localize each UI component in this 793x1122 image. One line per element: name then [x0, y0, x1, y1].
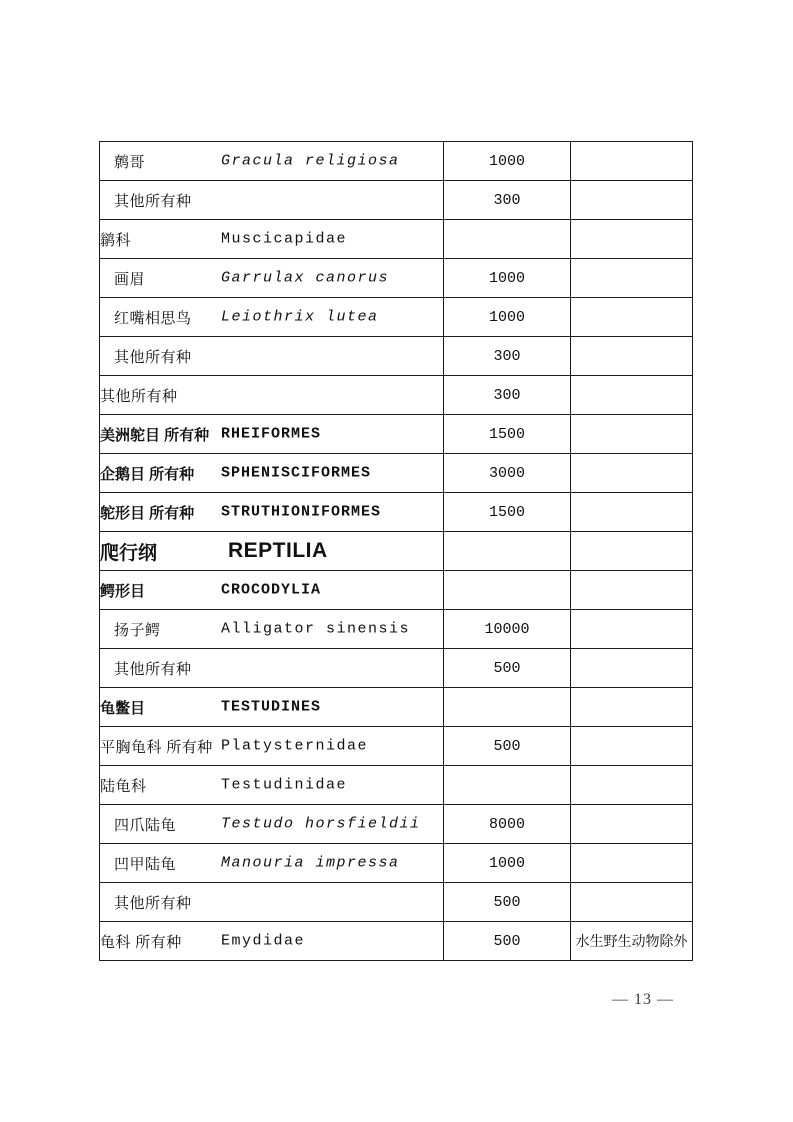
name-cell: [100, 454, 444, 493]
chinese-name: 其他所有种: [114, 193, 192, 210]
latin-name: Platysternidae: [221, 737, 369, 755]
name-cell: [100, 688, 444, 727]
value-cell: [444, 922, 571, 961]
table-row: [100, 610, 693, 649]
latin-name: Manouria impressa: [221, 854, 400, 872]
value-cell: [444, 727, 571, 766]
note-cell: [571, 298, 693, 337]
latin-name: Testudinidae: [221, 776, 348, 794]
name-cell: [100, 142, 444, 181]
chinese-name: 鹟科: [100, 232, 132, 249]
chinese-name: 鳄形目: [100, 582, 146, 600]
chinese-name: 陆龟科: [100, 778, 147, 795]
table-row: [100, 259, 693, 298]
name-cell: [100, 649, 444, 688]
value-cell: [444, 415, 571, 454]
value-cell: [444, 493, 571, 532]
chinese-name: 其他所有种: [114, 895, 192, 912]
value-cell: [444, 766, 571, 805]
table-row: [100, 298, 693, 337]
value-text: 1000: [488, 854, 525, 872]
name-cell: [100, 337, 444, 376]
value-text: 10000: [484, 620, 530, 638]
note-cell: [571, 337, 693, 376]
note-cell: [571, 454, 693, 493]
value-cell: [444, 688, 571, 727]
note-cell: [571, 883, 693, 922]
table-row: [100, 376, 693, 415]
chinese-name: 扬子鳄: [114, 622, 161, 639]
value-text: 1000: [488, 308, 525, 326]
value-text: 500: [493, 932, 521, 950]
table-row: [100, 181, 693, 220]
latin-name: Testudo horsfieldii: [221, 815, 421, 833]
value-cell: [444, 454, 571, 493]
table-row: [100, 805, 693, 844]
table-row: [100, 493, 693, 532]
table-body: [100, 142, 693, 961]
latin-name: REPTILIA: [228, 539, 328, 562]
table-row: [100, 727, 693, 766]
latin-name: Muscicapidae: [221, 230, 348, 248]
note-cell: [571, 766, 693, 805]
value-text: 300: [493, 347, 521, 365]
note-cell: [571, 649, 693, 688]
name-cell: [100, 844, 444, 883]
value-cell: [444, 883, 571, 922]
latin-name: Gracula religiosa: [221, 152, 400, 170]
value-text: 500: [493, 737, 521, 755]
latin-name: Garrulax canorus: [221, 269, 390, 287]
note-cell: [571, 259, 693, 298]
name-cell: [100, 181, 444, 220]
table-row: [100, 454, 693, 493]
table-row: [100, 649, 693, 688]
chinese-name: 龟鳖目: [100, 699, 146, 717]
note-cell: [571, 376, 693, 415]
name-cell: [100, 376, 444, 415]
name-cell: [100, 922, 444, 961]
chinese-name: 四爪陆龟: [114, 817, 177, 834]
table-row: [100, 571, 693, 610]
name-cell: [100, 766, 444, 805]
value-cell: [444, 649, 571, 688]
chinese-name: 爬行纲: [100, 542, 158, 564]
latin-name: Alligator sinensis: [221, 620, 411, 638]
latin-name: RHEIFORMES: [221, 425, 322, 443]
note-cell: [571, 727, 693, 766]
latin-name: TESTUDINES: [221, 698, 322, 716]
value-text: 1500: [488, 503, 525, 521]
page-number: — 13 —: [612, 991, 674, 1008]
note-cell: [571, 415, 693, 454]
note-cell: [571, 844, 693, 883]
value-cell: [444, 259, 571, 298]
value-cell: [444, 142, 571, 181]
latin-name: Leiothrix lutea: [221, 308, 379, 326]
value-text: 1000: [488, 152, 525, 170]
chinese-name: 平胸龟科 所有种: [100, 739, 213, 756]
chinese-name: 其他所有种: [114, 661, 192, 678]
value-cell: [444, 337, 571, 376]
name-cell: [100, 415, 444, 454]
chinese-name: 龟科 所有种: [100, 934, 182, 951]
chinese-name: 画眉: [114, 271, 146, 288]
value-cell: [444, 220, 571, 259]
table-row: [100, 883, 693, 922]
value-cell: [444, 805, 571, 844]
latin-name: CROCODYLIA: [221, 581, 322, 599]
value-text: 3000: [488, 464, 525, 482]
value-text: 300: [493, 191, 521, 209]
value-text: 500: [493, 659, 521, 677]
species-fee-table: [99, 141, 693, 961]
table-row: [100, 922, 693, 961]
chinese-name: 凹甲陆龟: [114, 856, 177, 873]
value-cell: [444, 181, 571, 220]
value-cell: [444, 376, 571, 415]
value-text: 300: [493, 386, 521, 404]
name-cell: [100, 571, 444, 610]
table-row: [100, 220, 693, 259]
name-cell: [100, 493, 444, 532]
value-cell: [444, 610, 571, 649]
latin-name: STRUTHIONIFORMES: [221, 503, 382, 521]
chinese-name: 其他所有种: [100, 388, 178, 405]
note-text: 水生野生动物除外: [575, 935, 688, 950]
table-row: [100, 142, 693, 181]
latin-name: Emydidae: [221, 932, 306, 950]
value-cell: [444, 844, 571, 883]
note-cell: [571, 922, 693, 961]
table-row: [100, 844, 693, 883]
latin-name: SPHENISCIFORMES: [221, 464, 372, 482]
note-cell: [571, 532, 693, 571]
table-row: [100, 337, 693, 376]
note-cell: [571, 181, 693, 220]
value-text: 1000: [488, 269, 525, 287]
note-cell: [571, 220, 693, 259]
name-cell: [100, 727, 444, 766]
chinese-name: 企鹅目 所有种: [100, 465, 195, 483]
note-cell: [571, 805, 693, 844]
name-cell: [100, 610, 444, 649]
value-cell: [444, 298, 571, 337]
note-cell: [571, 142, 693, 181]
note-cell: [571, 571, 693, 610]
name-cell: [100, 220, 444, 259]
table-row: [100, 766, 693, 805]
name-cell: [100, 532, 444, 571]
value-cell: [444, 532, 571, 571]
table-row: [100, 532, 693, 571]
chinese-name: 其他所有种: [114, 349, 192, 366]
value-text: 500: [493, 893, 521, 911]
value-cell: [444, 571, 571, 610]
chinese-name: 美洲鸵目 所有种: [100, 426, 210, 444]
chinese-name: 红嘴相思鸟: [114, 310, 192, 327]
table-row: [100, 688, 693, 727]
value-text: 1500: [488, 425, 525, 443]
chinese-name: 鹩哥: [114, 154, 146, 171]
name-cell: [100, 805, 444, 844]
table-row: [100, 415, 693, 454]
chinese-name: 鸵形目 所有种: [100, 504, 195, 522]
note-cell: [571, 493, 693, 532]
note-cell: [571, 610, 693, 649]
note-cell: [571, 688, 693, 727]
value-text: 8000: [488, 815, 525, 833]
name-cell: [100, 883, 444, 922]
name-cell: [100, 259, 444, 298]
name-cell: [100, 298, 444, 337]
